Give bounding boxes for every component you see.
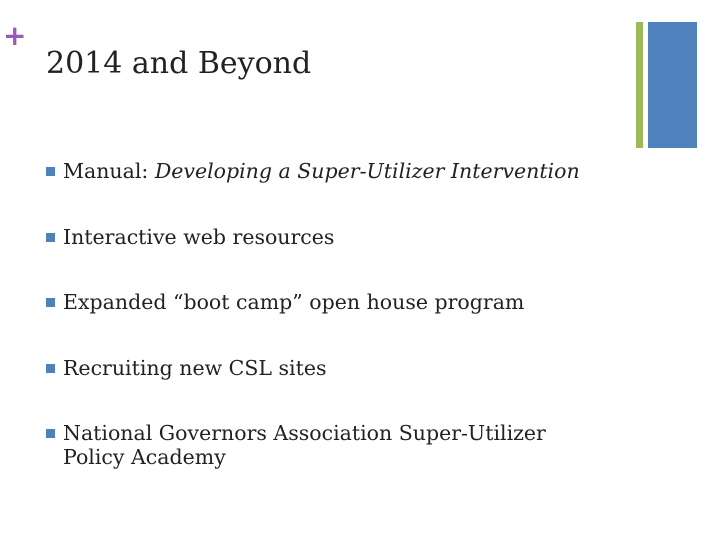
slide-title: 2014 and Beyond (46, 46, 312, 81)
bullet-item-nga-academy (46, 421, 646, 469)
square-bullet-icon (46, 298, 55, 307)
square-bullet-icon (46, 429, 55, 438)
square-bullet-icon (46, 167, 55, 176)
bullet-list (46, 154, 646, 469)
accent-bar-blue (648, 22, 697, 148)
bullet-item-manual (46, 159, 646, 183)
square-bullet-icon (46, 233, 55, 242)
bullet-emphasis: Developing a Super-Utilizer Intervention (154, 159, 580, 183)
bullet-prefix: Manual: (63, 159, 155, 183)
accent-bar-green (636, 22, 643, 148)
bullet-text: Interactive web resources (63, 225, 335, 249)
square-bullet-icon (46, 364, 55, 373)
bullet-text: Expanded “boot camp” open house program (63, 290, 525, 314)
bullet-item-web-resources (46, 225, 646, 249)
bullet-item-boot-camp (46, 290, 646, 314)
bullet-text-line2: Policy Academy (63, 445, 226, 469)
bullet-text-line1: National Governors Association Super-Utilizer (63, 421, 546, 445)
plus-icon: + (3, 19, 27, 52)
bullet-text: Recruiting new CSL sites (63, 356, 327, 380)
bullet-item-recruiting (46, 356, 646, 380)
